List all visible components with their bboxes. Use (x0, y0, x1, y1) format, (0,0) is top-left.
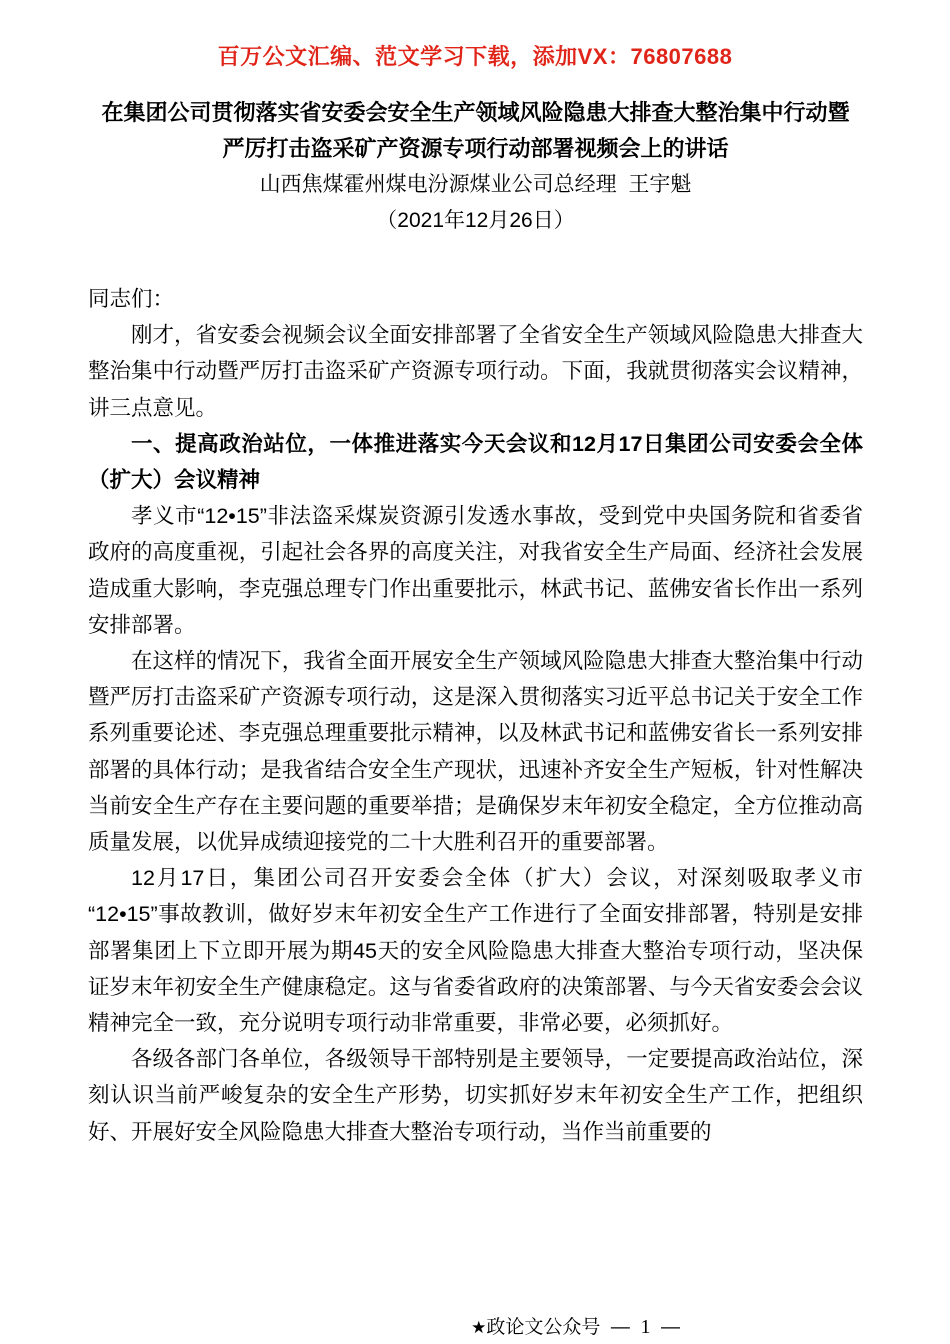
footer-inner (471, 1314, 680, 1341)
paragraph-accident-background: 孝义市“12•15”非法盗采煤炭资源引发透水事故，受到党中央国务院和省委省政府的高度重视，引起社会各界的高度关注，对我省安全生产局面、经济社会发展造成重大影响，李克强总理专门作出重要批示，林武书记、蓝佛安省长作出一系列安排部署。 (88, 504, 863, 637)
title-line-2: 严厉打击盗采矿产资源专项行动部署视频会上的讲话 (222, 136, 729, 161)
footer-separator-right: — (661, 1317, 681, 1338)
paragraph-provincial-action: 在这样的情况下，我省全面开展安全生产领域风险隐患大排查大整治集中行动暨严厉打击盗采矿产资源专项行动，这是深入贯彻落实习近平总书记关于安全工作系列重要论述、李克强总理重要批示精神，以及林武书记和蓝佛安省长一系列安排部署的具体行动；是我省结合安全生产现状，迅速补齐安全生产短板，针对性解决当前安全生产存在主要问题的重要举措；是确保岁末年初安全稳定，全方位推动高质量发展，以优异成绩迎接党的二十大胜利召开的重要部署。 (88, 649, 863, 855)
salutation: 同志们： (88, 287, 175, 311)
paragraph-all-departments: 各级各部门各单位，各级领导干部特别是主要领导，一定要提高政治站位，深刻认识当前严峻复杂的安全生产形势，切实抓好岁末年初安全生产工作，把组织好、开展好安全风险隐患大排查大整治专项行动，当作当前重要的 (88, 1047, 863, 1144)
footer-separator-left: — (610, 1317, 630, 1338)
document-date: （2021年12月26日） (376, 209, 575, 232)
paragraph-opening: 刚才，省安委会视频会议全面安排部署了全省安全生产领域风险隐患大排查大整治集中行动暨严厉打击盗采矿产资源专项行动。下面，我就贯彻落实会议精神，讲三点意见。 (88, 323, 863, 420)
star-icon: ★ (471, 1318, 487, 1337)
footer-spacer-1 (600, 1317, 611, 1338)
section-heading-one: 一、提高政治站位，一体推进落实今天会议和12月17日集团公司安委会全体（扩大）会议精神 (88, 431, 863, 493)
footer-spacer-3 (650, 1317, 661, 1338)
paragraph-group-meeting: 12月17日，集团公司召开安委会全体（扩大）会议，对深刻吸取孝义市“12•15”事故教训，做好岁末年初安全生产工作进行了全面安排部署，特别是安排部署集团上下立即开展为期45天的安全风险隐患大排查大整治专项行动，坚决保证岁末年初安全生产健康稳定。这与省委省政府的决策部署、与今天省安委会会议精神完全一致，充分说明专项行动非常重要，非常必要，必须抓好。 (88, 866, 863, 1036)
document-author: 山西焦煤霍州煤电汾源煤业公司总经理 王宇魁 (259, 173, 692, 196)
document-title (88, 95, 863, 167)
title-line-1: 在集团公司贯彻落实省安委会安全生产领域风险隐患大排查大整治集中行动暨 (101, 100, 850, 125)
title-body-spacer (88, 239, 863, 281)
footer-spacer-2 (630, 1317, 641, 1338)
document-content (88, 95, 863, 1150)
page-footer (0, 1288, 950, 1344)
footer-brand: 政论文公众号 (486, 1317, 601, 1338)
page-number: 1 (640, 1316, 651, 1338)
promo-banner: 百万公文汇编、范文学习下载，添加VX：76807688 (217, 44, 733, 69)
